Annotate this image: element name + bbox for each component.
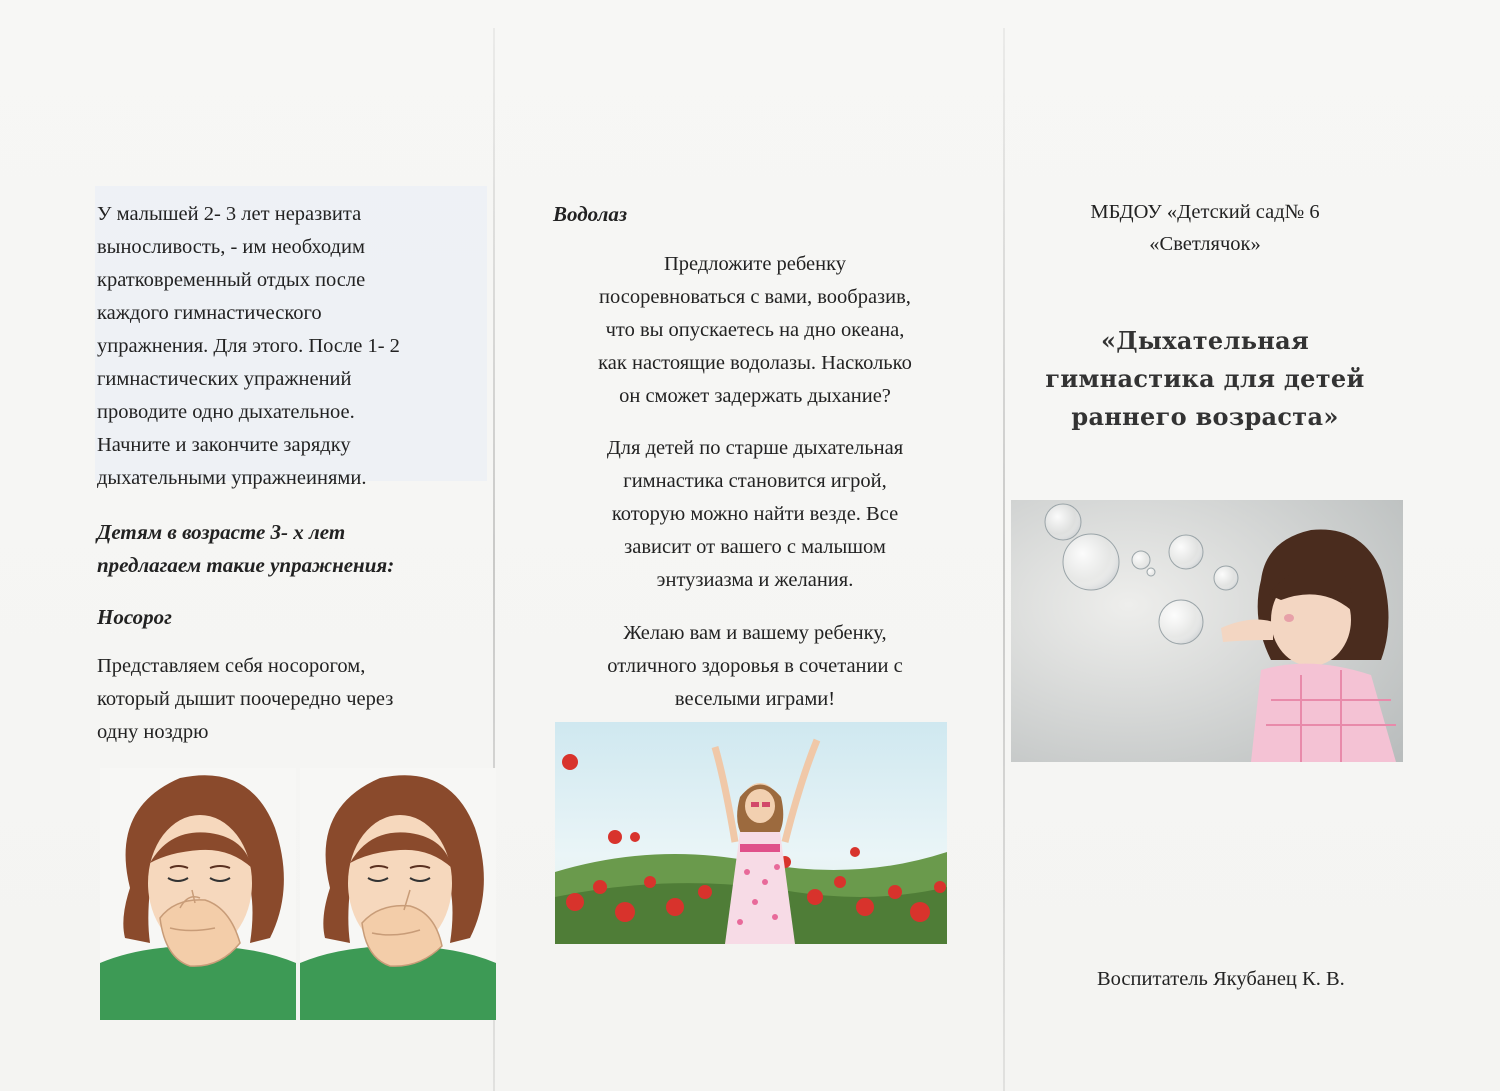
text-line: посоревноваться с вами, вообразив, [599,286,911,308]
org-line: «Светлячок» [1149,233,1261,255]
diver-exercise-text [545,248,965,413]
text-line: отличного здоровья в сочетании с [607,655,903,677]
text-line: он сможет задержать дыхание? [619,385,891,407]
intro-line: дыхательными упражнеинями. [97,467,367,489]
rhino-exercise-text [97,650,477,749]
woman-face-illustration [100,768,296,1020]
text-line: энтузиазма и желания. [656,569,854,591]
intro-line: кратковременный отдых после [97,269,366,291]
age-note-line: предлагаем такие упражнения: [97,553,395,577]
intro-line: упражнения. Для этого. После 1- 2 [97,335,400,357]
girl-blowing-bubbles-photo [1011,500,1403,762]
girl-in-poppy-field-photo [555,722,947,944]
intro-line: выносливость, - им необходим [97,236,365,258]
author-signature-line: Воспитатель Якубанец К. В. [1097,968,1345,990]
intro-line: У малышей 2- 3 лет неразвита [97,203,362,225]
intro-line: проводите одно дыхательное. [97,401,355,423]
diver-exercise-title: Водолаз [553,202,628,226]
age-note-line: Детям в возрасте 3- х лет [97,520,346,544]
woman-face-illustration [300,768,496,1020]
text-line: веселыми играми! [674,688,836,710]
nostril-breathing-illustration [100,768,492,1020]
text-line: как настоящие водолазы. Насколько [598,352,912,374]
text-line: Желаю вам и вашему ребенку, [623,622,887,644]
text-line: гимнастика становится игрой, [623,470,887,492]
age-note-heading [97,516,477,582]
brochure-title [1015,322,1395,436]
rhino-line: одну ноздрю [97,721,209,743]
text-line: Предложите ребенку [663,253,847,275]
kindergarten-name [1015,196,1395,260]
intro-line: каждого гимнастического [97,302,322,324]
intro-line: гимнастических упражнений [97,368,352,390]
older-children-paragraph [545,432,965,597]
title-line: «Дыхательная [1100,326,1310,355]
rhino-line: Представляем себя носорогом, [97,655,366,677]
text-line: которую можно найти везде. Все [611,503,899,525]
rhino-exercise-title: Носорог [97,605,172,629]
left-panel [0,0,493,1091]
text-line: зависит от вашего с малышом [624,536,886,558]
text-line: Для детей по старше дыхательная [606,437,904,459]
title-line: гимнастика для детей [1045,364,1365,393]
wishes-paragraph [545,617,965,716]
rhino-line: который дышит поочередно через [97,688,394,710]
intro-line: Начните и закончите зарядку [97,434,351,456]
intro-paragraph [97,198,477,495]
text-line: что вы опускаетесь на дно океана, [605,319,905,341]
org-line: МБДОУ «Детский сад№ 6 [1090,201,1320,223]
title-line: раннего возраста» [1071,402,1339,431]
